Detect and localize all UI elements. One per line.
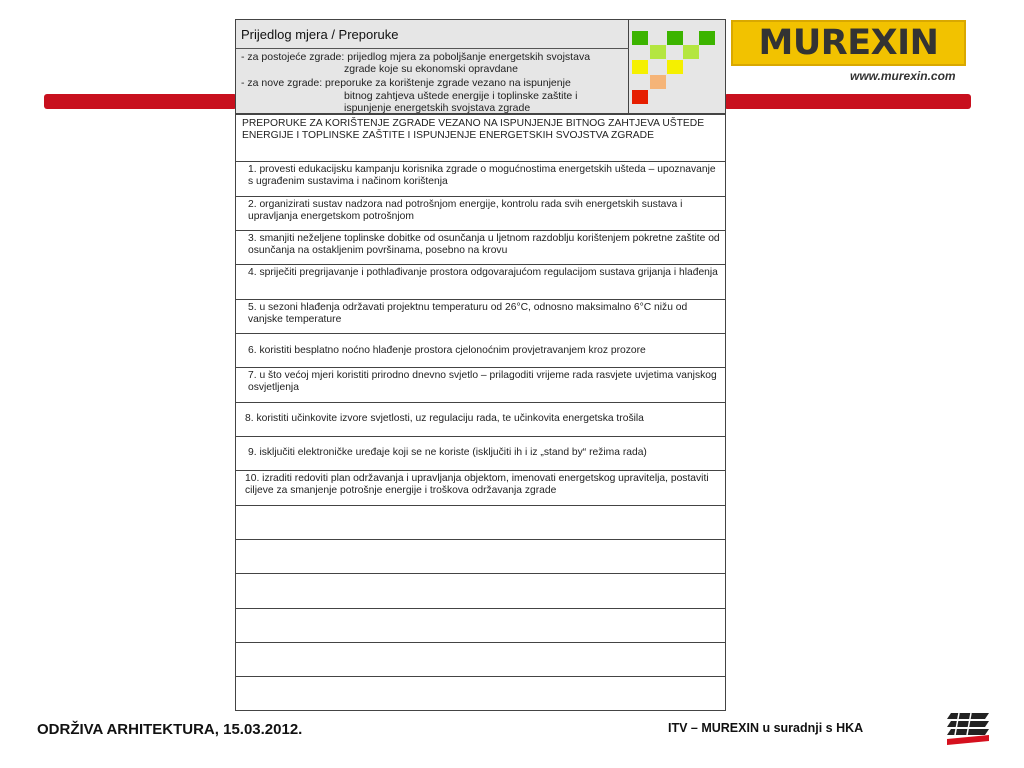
color-square-dark-green (632, 31, 648, 45)
color-square-yellow (667, 60, 683, 74)
recommendation-row: 7. u što većoj mjeri koristiti prirodno dnevno svjetlo – prilagoditi vrijeme rada rasvjete uvjetima vanjskog osvjetljenja (236, 367, 725, 402)
empty-row (236, 608, 725, 642)
logo-text: MUREXIN (758, 22, 939, 63)
empty-row (236, 642, 725, 676)
recommendation-row: 9. isključiti elektroničke uređaje koji se ne koriste (isključiti ih i iz „stand by“ režima rada) (236, 436, 725, 470)
recommendation-row: 10. izraditi redoviti plan održavanja i upravljanja objektom, imenovati energetskog upravitelja, postaviti ciljeve za smanjenje potrošnje energije i troškova održavanja zgrade (236, 470, 725, 505)
recommendation-row: 3. smanjiti neželjene toplinske dobitke od osunčanja u ljetnom razdoblju korištenjem pokretne zaštite od osunčanja na ostakljenim površinama, posebno na krovu (236, 230, 725, 264)
color-square-light-green (683, 45, 699, 59)
color-square-orange (650, 75, 666, 89)
empty-row (236, 676, 725, 710)
header-line: bitnog zahtjeva uštede energije i toplinske zaštite i (344, 90, 578, 102)
color-square-red (632, 90, 648, 104)
color-square-dark-green (699, 31, 715, 45)
hka-logo-icon (945, 711, 991, 747)
document-title: Prijedlog mjera / Preporuke (241, 27, 399, 42)
document-header (236, 20, 629, 114)
murexin-logo[interactable] (731, 20, 966, 66)
header-line: - za postojeće zgrade: prijedlog mjera za poboljšanje energetskih svojstava (241, 51, 591, 63)
recommendation-row: 4. spriječiti pregrijavanje i pothlađivanje prostora odgovarajućom regulacijom sustava grijanja i hlađenja (236, 264, 725, 299)
energy-color-scale (629, 20, 725, 114)
recommendation-row: 8. koristiti učinkovite izvore svjetlosti, uz regulaciju rada, te učinkovita energetska trošila (236, 402, 725, 436)
header-line: - za nove zgrade: preporuke za korištenje zgrade vezano na ispunjenje (241, 77, 571, 89)
recommendation-row: 1. provesti edukacijsku kampanju korisnika zgrade o mogućnostima energetskih ušteda – upoznavanje s ugrađenim sustavima i načinom korištenja (236, 161, 725, 196)
recommendation-row: 5. u sezoni hlađenja održavati projektnu temperaturu od 26°C, odnosno maksimalno 6°C nižu od vanjske temperature (236, 299, 725, 333)
color-square-light-green (650, 45, 666, 59)
empty-row (236, 505, 725, 539)
header-red-bar-left (44, 94, 237, 109)
header-red-bar-right (724, 94, 971, 109)
recommendation-row: 2. organizirati sustav nadzora nad potrošnjom energije, kontrolu rada svih energetskih sustava i upravljanja energetskom potrošnjom (236, 196, 725, 230)
empty-row (236, 573, 725, 608)
recommendations-document (235, 19, 726, 711)
footer-event-title: ODRŽIVA ARHITEKTURA, 15.03.2012. (37, 721, 303, 738)
color-square-yellow (632, 60, 648, 74)
footer-organizers: ITV – MUREXIN u suradnji s HKA (668, 721, 864, 735)
header-line: zgrade koje su ekonomski opravdane (344, 63, 518, 75)
header-divider (236, 48, 629, 49)
empty-row (236, 539, 725, 573)
recommendation-row: 6. koristiti besplatno noćno hlađenje prostora cjelonoćnim provjetravanjem kroz prozore (236, 333, 725, 367)
website-url[interactable]: www.murexin.com (850, 69, 956, 83)
header-line: ispunjenje energetskih svojstava zgrade (344, 102, 531, 114)
color-square-dark-green (667, 31, 683, 45)
recommendations-heading: PREPORUKE ZA KORIŠTENJE ZGRADE VEZANO NA ISPUNJENJE BITNOG ZAHTJEVA UŠTEDE ENERGIJE I TOPLINSKE ZAŠTITE I ISPUNJENJE ENERGETSKIH SVOJSTVA ZGRADE (236, 114, 725, 161)
